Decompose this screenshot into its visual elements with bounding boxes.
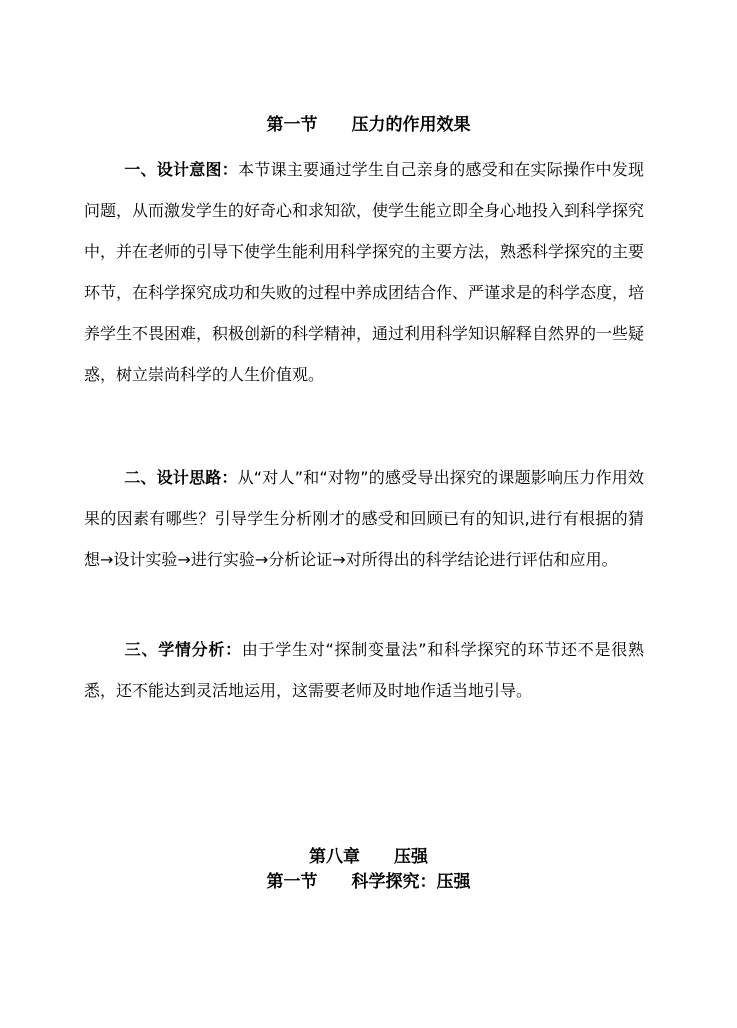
chapter-section-title: 第一节 科学探究：压强 — [266, 872, 471, 892]
learning-analysis-text: 由于学生对“探制变量法”和科学探究的环节还不是很熟悉，还不能达到灵活地运用，这需要老师及时地作适当地引导。 — [84, 640, 644, 700]
learning-analysis-heading: 三、学情分析： — [124, 640, 242, 659]
design-intent-text: 本节课主要通过学生自己亲身的感受和在实际操作中发现问题，从而激发学生的好奇心和求知欲，使学生能立即全身心地投入到科学探究中，并在老师的引导下使学生能利用科学探究的主要方法，熟悉科学探究的主要环节，在科学探究成功和失败的过程中养成团结合作、严谨求是的科学态度，培养学生不畏困难，积极创新的科学精神，通过利用科学知识解释自然界的一些疑惑，树立崇尚科学的人生价值观。 — [84, 160, 645, 384]
design-intent-heading: 一、设计意图： — [124, 160, 238, 179]
design-intent-paragraph — [84, 149, 644, 395]
design-thinking-paragraph — [84, 457, 644, 580]
design-thinking-heading: 二、设计思路： — [124, 468, 238, 487]
learning-analysis-paragraph — [84, 629, 644, 711]
section-title: 第一节 压力的作用效果 — [266, 115, 471, 135]
chapter-title: 第八章 压强 — [309, 847, 428, 867]
design-thinking-text: 从“对人”和“对物”的感受导出探究的课题影响压力作用效果的因素有哪些？引导学生分析刚才的感受和回顾已有的知识,进行有根据的猜想→设计实验→进行实验→分析论证→对所得出的科学结论进行评估和应用。 — [84, 468, 644, 569]
